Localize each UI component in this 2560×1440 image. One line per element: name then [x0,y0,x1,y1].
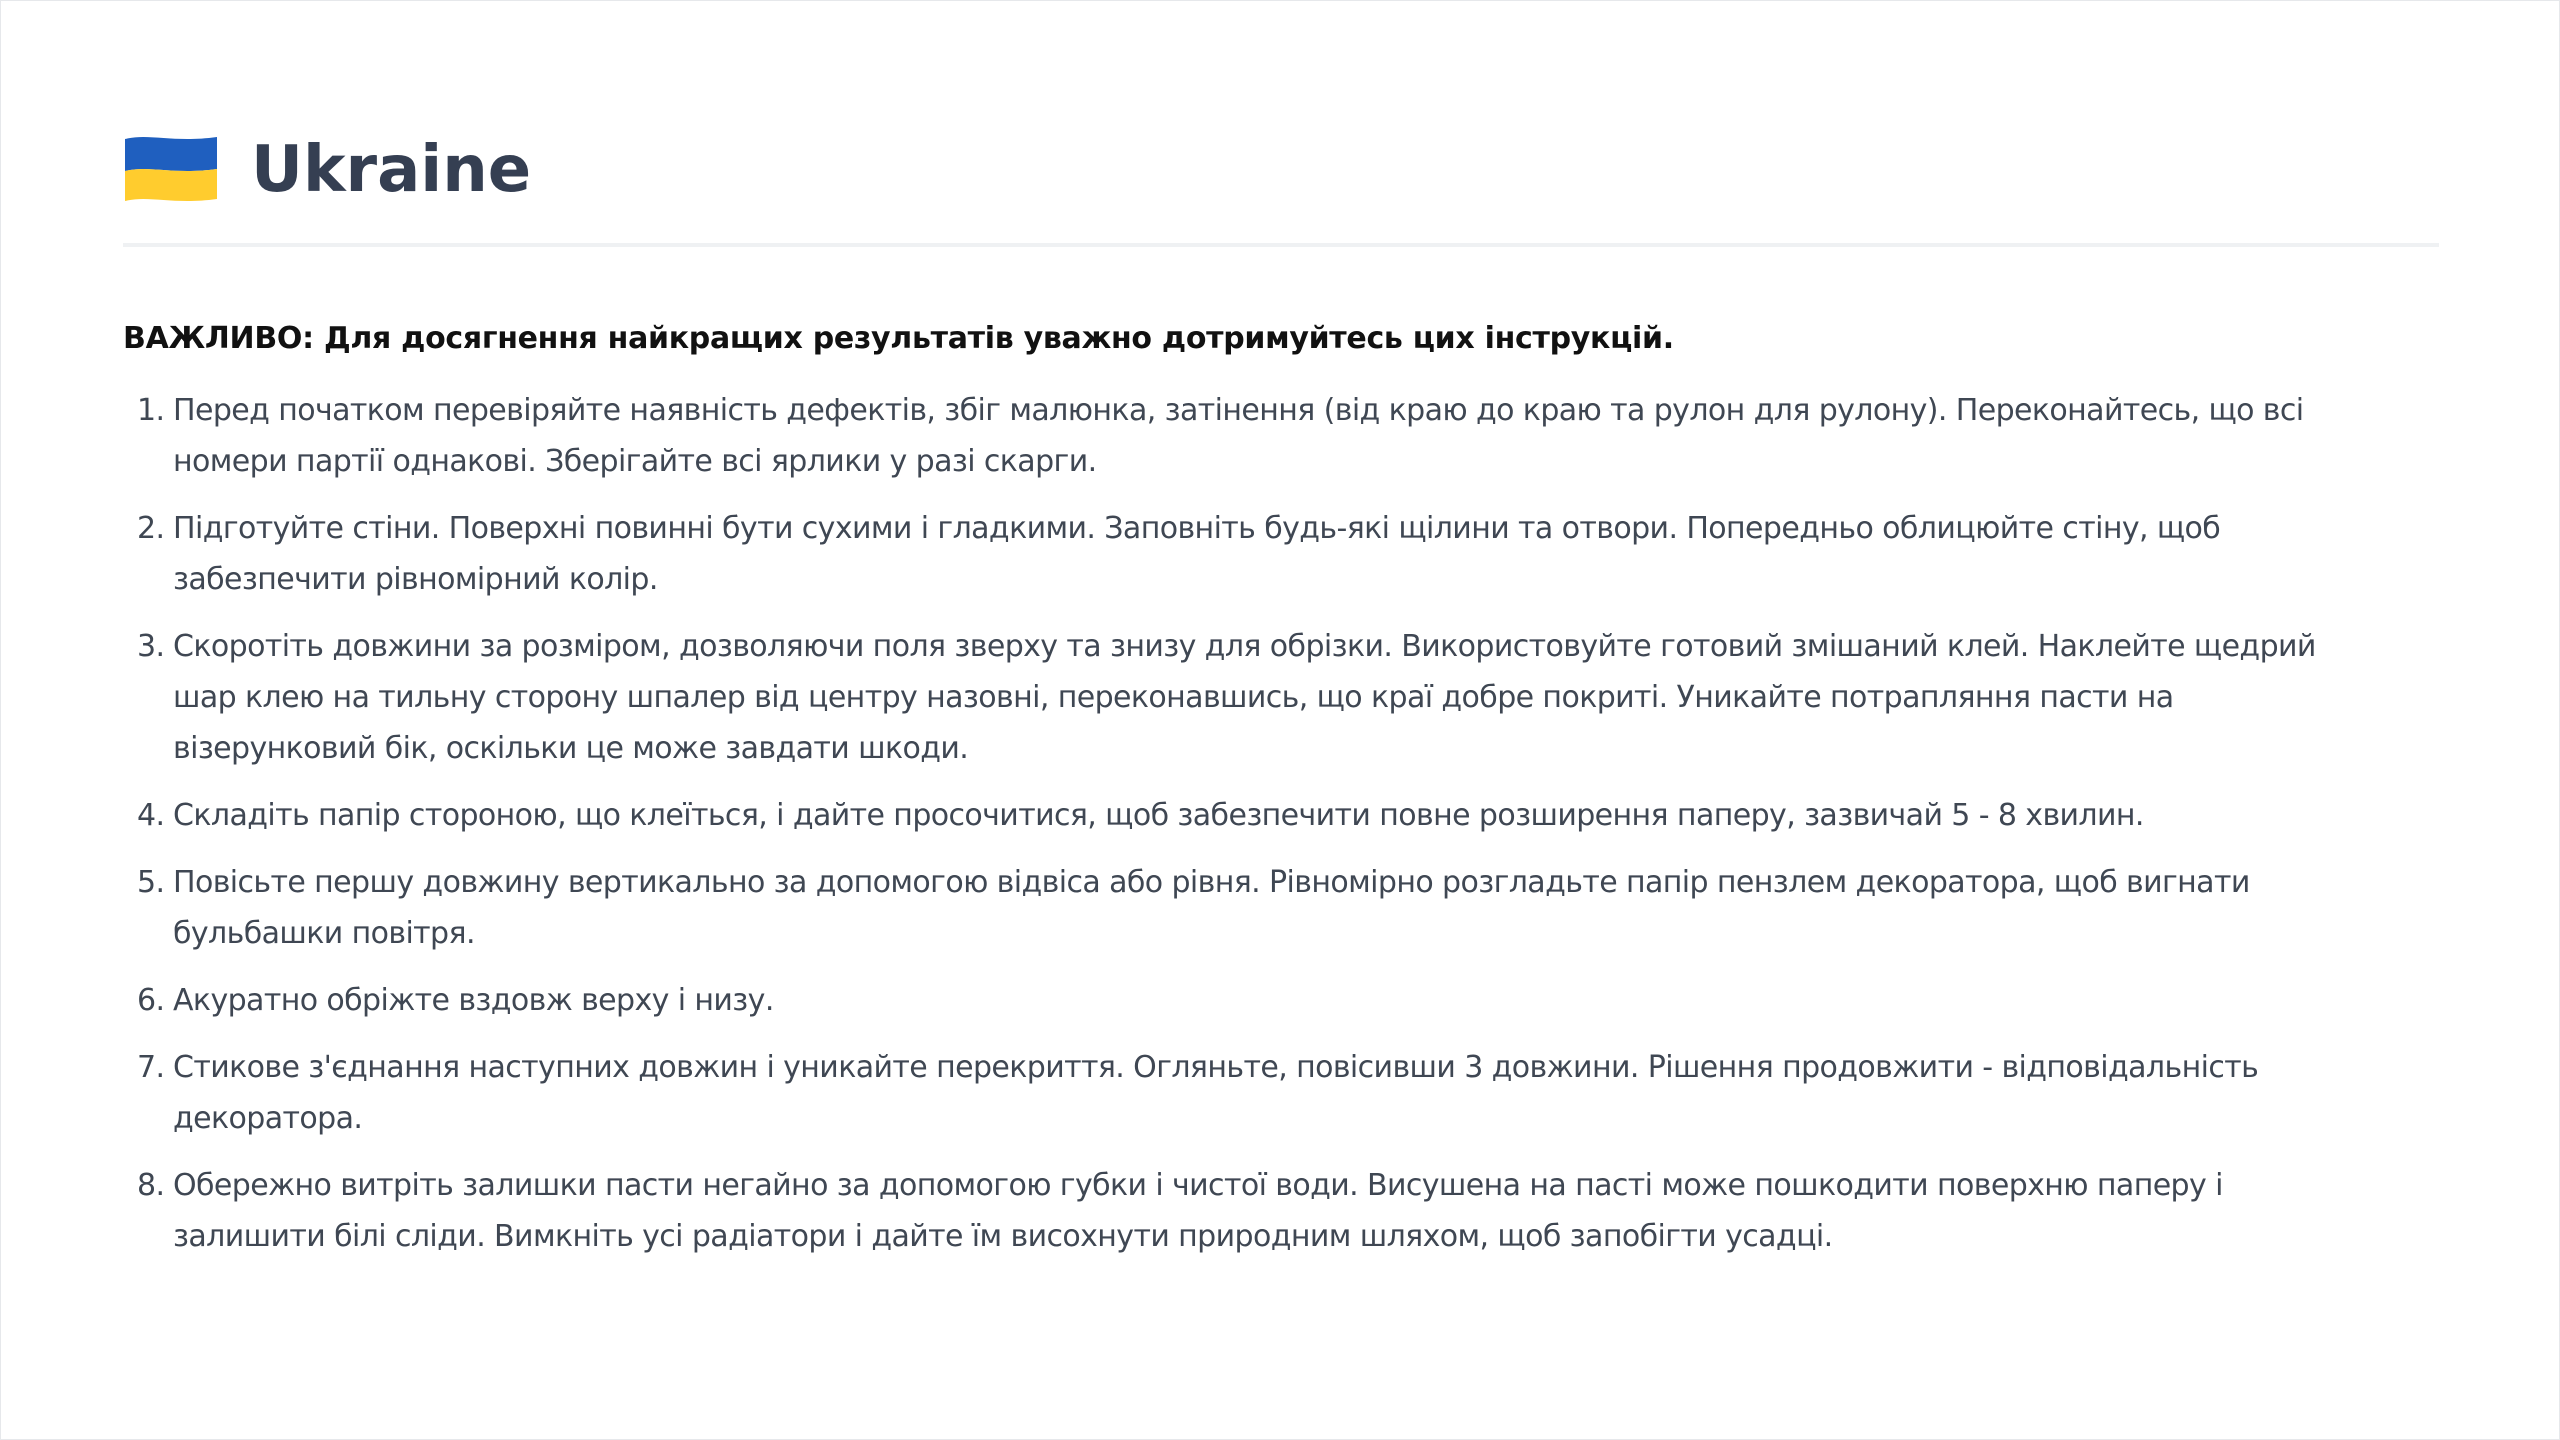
page-header [123,119,2439,247]
step-text: Стикове з'єднання наступних довжин і уникайте перекриття. Огляньте, повісивши 3 довжини. Рішення продовжити - відповідальність декоратора. [173,1050,2259,1136]
step-number: 1. [137,393,165,428]
list-item [137,503,2373,605]
list-item [137,1160,2373,1262]
list-item [137,790,2373,841]
instruction-steps [123,385,2373,1262]
step-text: Акуратно обріжте вздовж верху і низу. [173,983,774,1018]
step-text: Складіть папір стороною, що клеїться, і дайте просочитися, щоб забезпечити повне розширення паперу, зазвичай 5 - 8 хвилин. [173,798,2144,833]
step-number: 7. [137,1050,165,1085]
step-number: 3. [137,629,165,664]
step-number: 4. [137,798,165,833]
ukraine-flag-icon [123,133,219,205]
step-number: 2. [137,511,165,546]
step-number: 5. [137,865,165,900]
list-item [137,857,2373,959]
step-text: Повісьте першу довжину вертикально за допомогою відвіса або рівня. Рівномірно розгладьте папір пензлем декоратора, щоб вигнати бульбашки повітря. [173,865,2250,951]
list-item [137,385,2373,487]
important-notice: ВАЖЛИВО: Для досягнення найкращих результатів уважно дотримуйтесь цих інструкцій. [123,321,1674,356]
page-title: Ukraine [251,133,532,207]
step-text: Скоротіть довжини за розміром, дозволяючи поля зверху та знизу для обрізки. Використовуйте готовий змішаний клей. Наклейте щедрий шар клею на тильну сторону шпалер від центру назовні, переконавшись, що краї добре покриті. Уникайте потрапляння пасти на візерунковий бік, оскільки це може завдати шкоди. [173,629,2316,766]
instructions-content [123,313,2373,1323]
step-text: Обережно витріть залишки пасти негайно за допомогою губки і чистої води. Висушена на пасті може пошкодити поверхню паперу і залишити білі сліди. Вимкніть усі радіатори і дайте їм висохнути природним шляхом, щоб запобігти усадці. [173,1168,2223,1254]
list-item [137,621,2373,774]
step-text: Підготуйте стіни. Поверхні повинні бути сухими і гладкими. Заповніть будь-які щілини та отвори. Попередньо облицюйте стіну, щоб забезпечити рівномірний колір. [173,511,2221,597]
list-item [137,1042,2373,1144]
list-item [137,975,2373,1026]
step-number: 8. [137,1168,165,1203]
step-text: Перед початком перевіряйте наявність дефектів, збіг малюнка, затінення (від краю до краю та рулон для рулону). Переконайтесь, що всі номери партії однакові. Зберігайте всі ярлики у разі скарги. [173,393,2304,479]
step-number: 6. [137,983,165,1018]
